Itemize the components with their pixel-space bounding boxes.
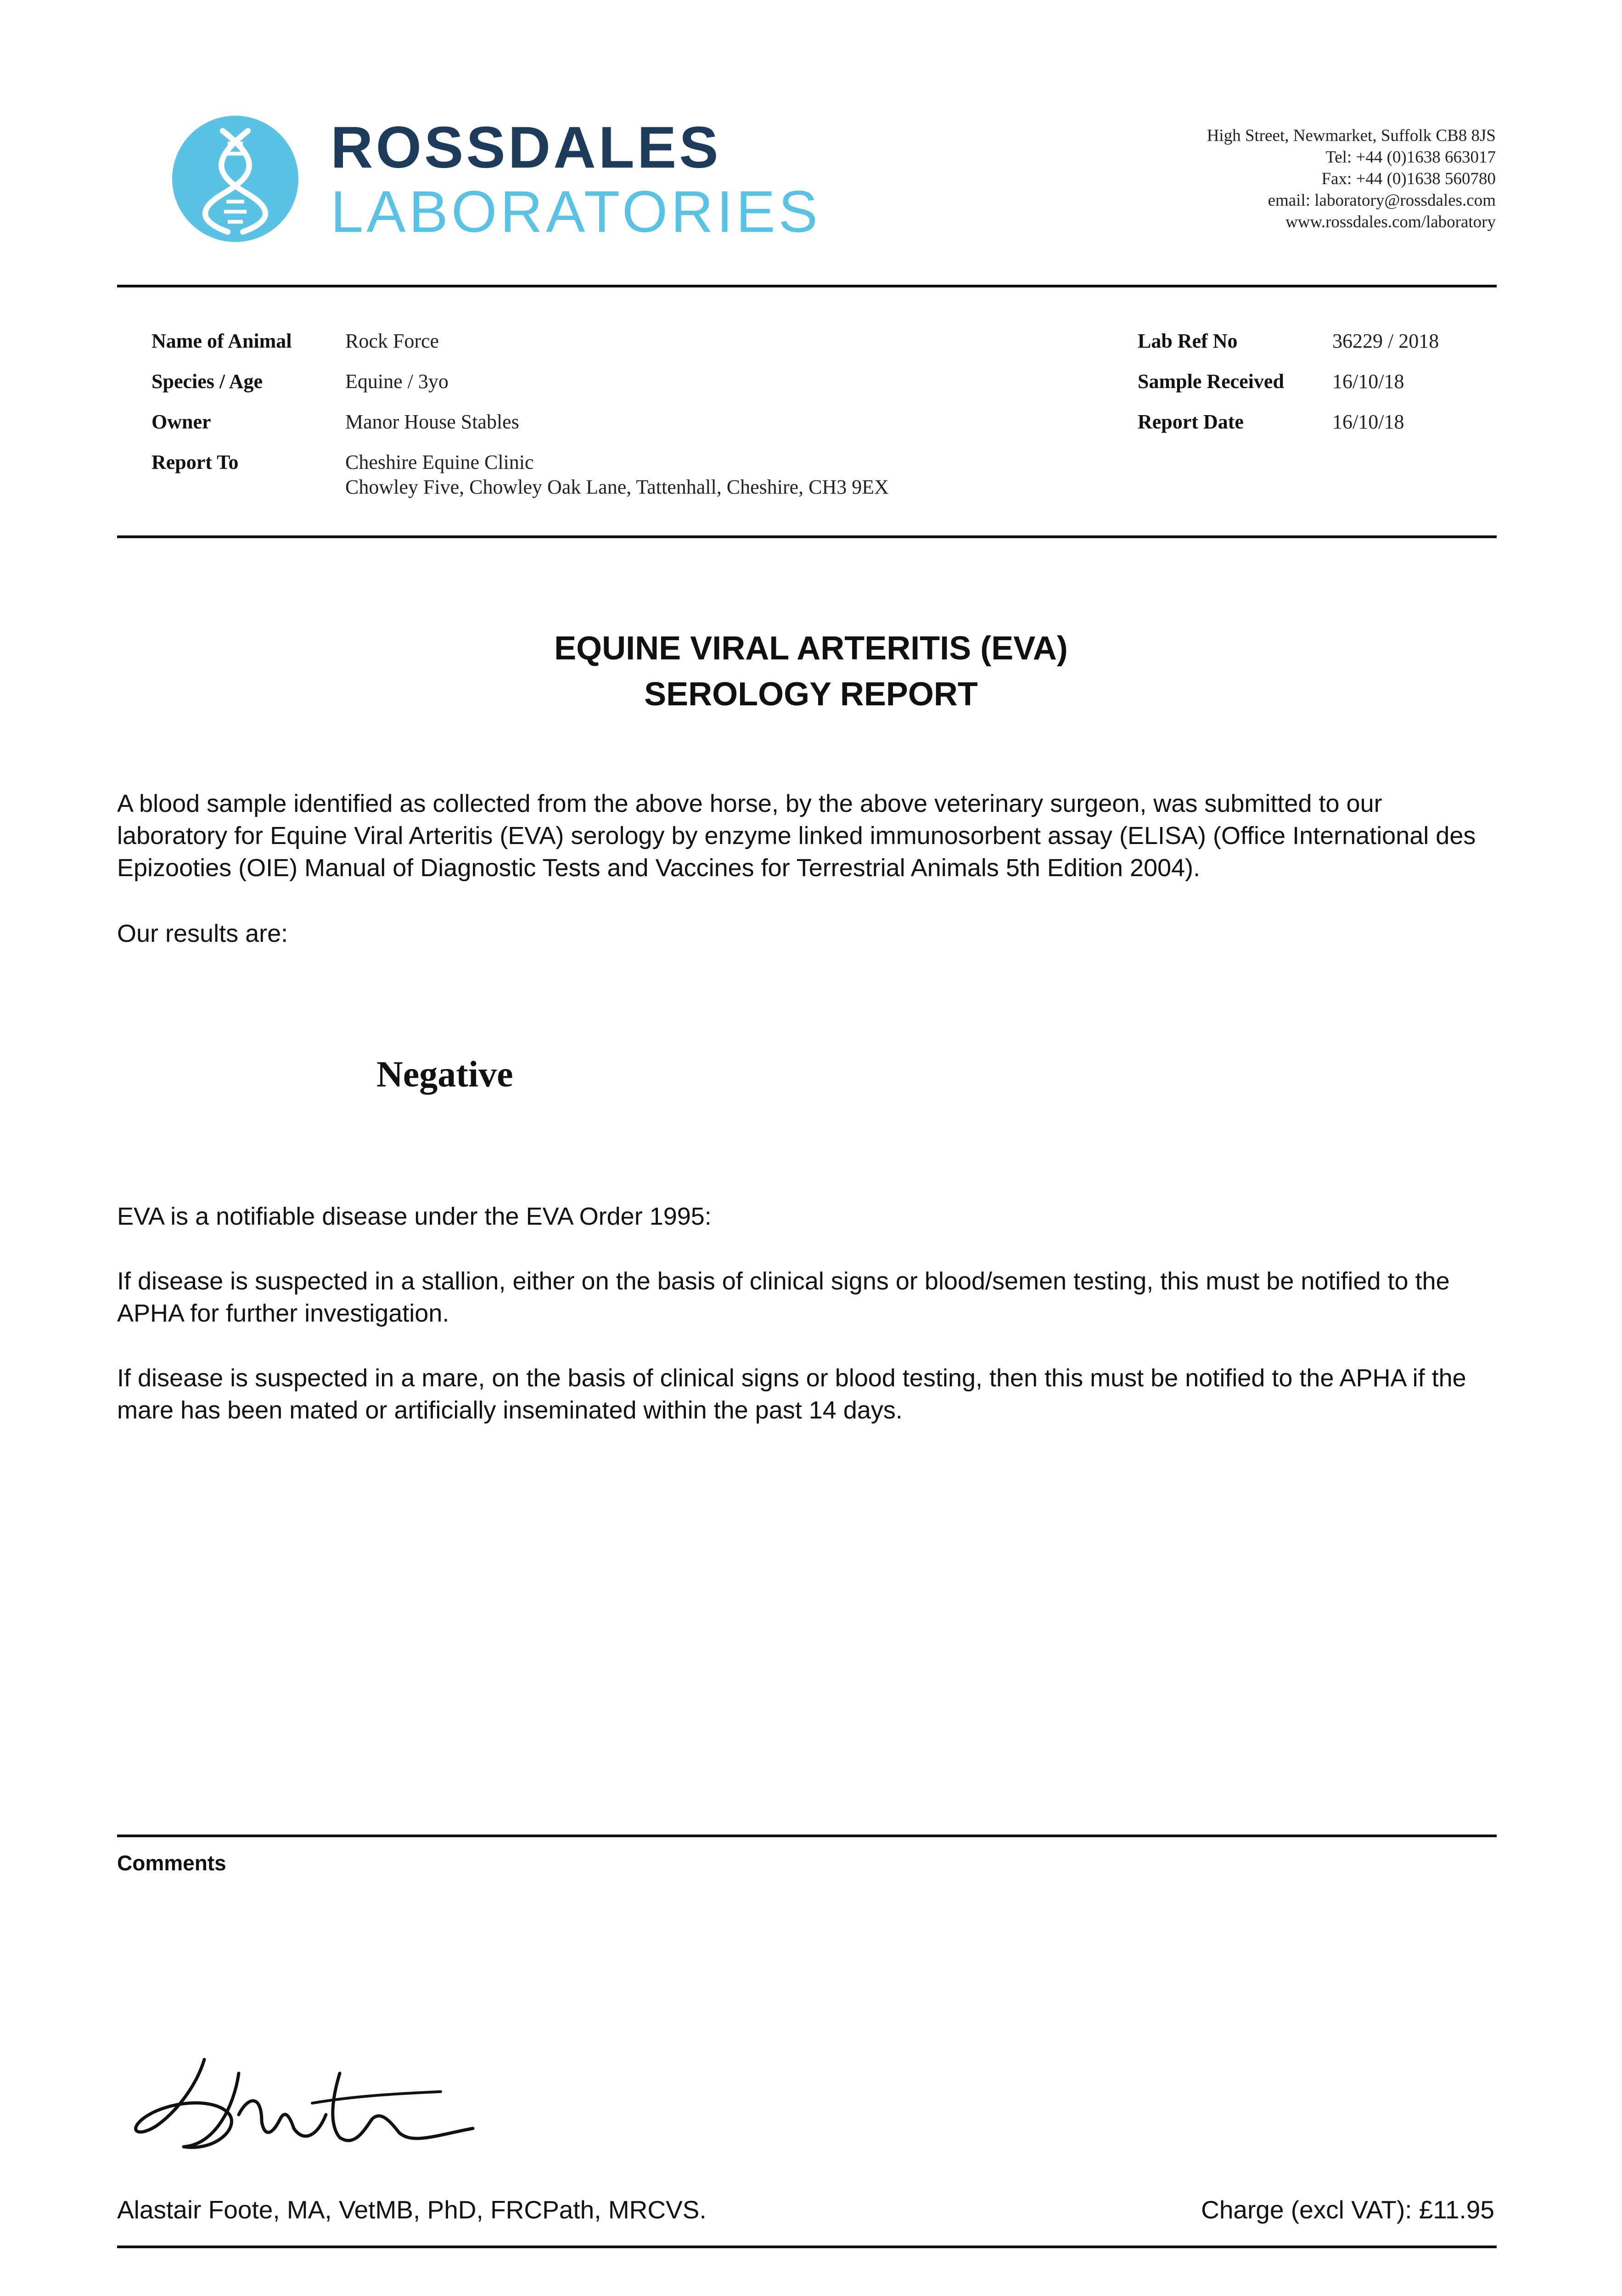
mare-notice: If disease is suspected in a mare, on the basis of clinical signs or blood testing, then this must be notified to the APHA if the mare has been mated or artificially inseminated within the past 14 days. (117, 1364, 1466, 1424)
fax: Fax: +44 (0)1638 560780 (1321, 169, 1496, 188)
header-divider (117, 285, 1497, 287)
owner-label: Owner (152, 411, 211, 433)
footer-divider (117, 2245, 1497, 2248)
dna-helix-icon (172, 116, 298, 242)
name-of-animal-label: Name of Animal (152, 330, 292, 352)
logo-wordmark-line2: LABORATORIES (331, 179, 821, 245)
species-age-value: Equine / 3yo (345, 370, 449, 393)
comments-divider (117, 1835, 1497, 1837)
result-value: Negative (376, 1054, 513, 1095)
rossdales-logo (172, 116, 824, 244)
signer-name: Alastair Foote, MA, VetMB, PhD, FRCPath, MRCVS. (117, 2195, 707, 2224)
report-to-address: Chowley Five, Chowley Oak Lane, Tattenhall, Cheshire, CH3 9EX (345, 476, 889, 498)
intro-paragraph: A blood sample identified as collected from the above horse, by the above veterinary surgeon, was submitted to our laboratory for Equine Viral Arteritis (EVA) serology by enzyme linked immunosorbent assay (ELISA) (Office International des Epizooties (OIE) Manual of Diagnostic Tests and Vaccines for Terrestrial Animals 5th Edition 2004). (117, 790, 1476, 882)
email-link[interactable]: email: laboratory@rossdales.com (1268, 191, 1496, 210)
comments-label: Comments (117, 1851, 226, 1875)
lab-ref-label: Lab Ref No (1138, 330, 1238, 352)
logo-wordmark-line1: ROSSDALES (331, 115, 721, 180)
details-divider (117, 535, 1497, 538)
lab-ref-value: 36229 / 2018 (1332, 330, 1439, 352)
report-to-value: Cheshire Equine Clinic (345, 451, 534, 473)
report-title-line2: SEROLOGY REPORT (644, 676, 978, 713)
sample-received-value: 16/10/18 (1332, 370, 1404, 393)
notifiable-notice: EVA is a notifiable disease under the EVA Order 1995: (117, 1203, 712, 1230)
name-of-animal-value: Rock Force (345, 330, 439, 352)
report-date-value: 16/10/18 (1332, 411, 1404, 433)
results-lead: Our results are: (117, 920, 288, 947)
sample-received-label: Sample Received (1138, 370, 1284, 393)
website-link[interactable]: www.rossdales.com/laboratory (1285, 213, 1496, 231)
species-age-label: Species / Age (152, 370, 263, 393)
report-date-label: Report Date (1138, 411, 1244, 433)
report-to-label: Report To (152, 451, 239, 473)
report-title (0, 625, 1622, 717)
charge-amount: Charge (excl VAT): £11.95 (1201, 2195, 1494, 2224)
report-title-line1: EQUINE VIRAL ARTERITIS (EVA) (554, 630, 1068, 667)
telephone: Tel: +44 (0)1638 663017 (1325, 148, 1496, 167)
address: High Street, Newmarket, Suffolk CB8 8JS (1207, 126, 1496, 145)
stallion-notice: If disease is suspected in a stallion, either on the basis of clinical signs or blood/semen testing, this must be notified to the APHA for further investigation. (117, 1267, 1450, 1327)
handwritten-signature (124, 2046, 482, 2170)
contact-block (1207, 125, 1496, 233)
owner-value: Manor House Stables (345, 411, 519, 433)
